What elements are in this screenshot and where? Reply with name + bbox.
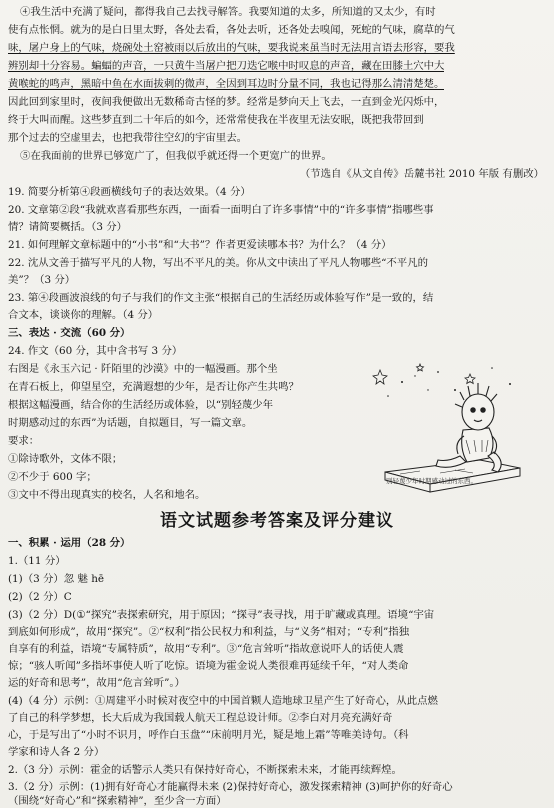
answer-key-title: 语文试题参考答案及评分建议 <box>160 511 394 531</box>
question-21: 21. 如何理解文章标题中的“小书”和“大书”？作者更爱读哪本书？为什么？（4 分） <box>8 239 392 251</box>
question-20-cont: 情？请简要概括。（3 分） <box>8 221 128 233</box>
answer-line: 2.（3 分）示例：霍金的话警示人类只有保持好奇心，不断探索未来，才能再续辉煌。 <box>8 764 402 776</box>
cartoon-boy-illustration <box>360 360 530 510</box>
question-19: 19. 简要分析第④段画横线句子的表达效果。（4 分） <box>8 186 251 198</box>
essay-line: 24. 作文（60 分，其中含书写 3 分） <box>8 345 183 357</box>
question-23: 23. 第④段画波浪线的句子与我们的作文主张“根据自己的生活经历或体验写作”是一致的，结 <box>8 292 434 304</box>
boy-figure <box>436 383 501 472</box>
answer-line: （围绕“好奇心”和“探索精神”，至少含一方面） <box>8 795 227 807</box>
answer-line: 到底如何形成”，故用“探究”。②“权利”指公民权力和利益，与“义务”相对；“专利”指独 <box>8 626 410 638</box>
passage-line: ④我生活中充满了疑问，都得我自己去找寻解答。我要知道的太多，所知道的又太少，有时 <box>20 6 436 18</box>
answer-line: 学家和诗人各 2 分） <box>8 746 105 758</box>
passage-line-underlined: 辨别却十分容易。蝙蝠的声音，一只黄牛当屠户把刀迭它喉中时叹息的声音，藏在田膝土穴中大 <box>8 60 445 72</box>
passage-line: 终于大叫而醒。这些梦直到二十年后的如今，还常常使我在半夜里无法安眠，既把我带回到 <box>8 114 424 126</box>
passage-line: ⑤在我面前的世界已够宽广了，但我似乎就还得一个更宽广的世界。 <box>20 150 332 162</box>
answer-line: (1)（3 分）忽 魅 hē <box>8 573 105 585</box>
essay-line: 时期感动过的东西”为话题，自拟题目，写一篇文章。 <box>8 417 253 429</box>
essay-line: 右图是《永玉六记 · 阡陌里的沙漠》中的一幅漫画。那个坐 <box>8 363 278 375</box>
question-23-cont: 合文本，谈谈你的理解。（4 分） <box>8 309 159 321</box>
passage-line: 因此回到家里时，夜间我便做出无数稀奇古怪的梦。经常是梦向天上飞去，一直到金光闪烁中， <box>8 96 445 108</box>
answer-line: 了自己的科学梦想，长大后成为我国载人航天工程总设计师。②李白对月亮充满好奇 <box>8 712 393 724</box>
answer-line: 运的好奇和思考”，故用“危言耸听”。） <box>8 677 185 689</box>
question-22: 22. 沈从文善于描写平凡的人物，写出不平凡的美。你从文中读出了平凡人物哪些“不平凡的 <box>8 257 428 269</box>
answer-line: (3)（2 分）D(①“探究”表探索研究，用于原因；“探寻”表寻找，用于旷藏或真理。语境“宇宙 <box>8 609 435 621</box>
question-22-cont: 美”？（3 分） <box>8 274 76 286</box>
passage-line-underlined: 黄喉蛇的鸣声，黑暗中鱼在水面拔刺的微声，全因到耳边时分量不同，我也记得那么清清楚楚。 <box>8 78 445 90</box>
answer-line: 心，于是写出了“小时不识月，呼作白玉盘”“床前明月光，疑是地上霜”等唯美诗句。（科 <box>8 729 409 741</box>
section-heading: 三、表达 · 交流（60 分） <box>8 327 131 339</box>
essay-line: 要求： <box>8 435 40 447</box>
passage-line: 那个过去的空虚里去，也把我带往空幻的宇宙里去。 <box>8 132 247 144</box>
passage-line: 使有点怅惘。就为的是白日里太野，各处去看，各处去听，还各处去嗅闻，死蛇的气味，腐草的气 <box>8 24 455 36</box>
essay-line: ②不少于 600 字； <box>8 471 97 483</box>
passage-source: （节选自《从文自传》岳麓书社 2010 年版 有删改） <box>299 168 544 180</box>
answer-line: 自享有的利益，语境“专属特质”，故用“专利”。③“危言耸听”指故意说吓人的话使人震 <box>8 643 404 655</box>
answer-section-heading: 一、积累 · 运用（28 分） <box>8 537 131 549</box>
answer-line: 惊；“骇人听闻”多指坏事使人听了吃惊。语境为霍金说人类很难再延续千年，“对人类命 <box>8 660 409 672</box>
cartoon-caption: 别轻蔑少年时期感动过的东西。 <box>386 477 477 485</box>
star-decoration <box>373 364 475 384</box>
essay-line: ①除诗歌外，文体不限； <box>8 453 123 465</box>
answer-line: 3.（2 分）示例：(1)拥有好奇心才能赢得未来 (2)保持好奇心，激发探索精神 (3)呵护你的好奇心 <box>8 781 453 793</box>
essay-line: ③文中不得出现真实的校名，人名和地名。 <box>8 489 206 501</box>
essay-line: 在青石板上，仰望星空，充满遐想的少年，是否让你产生共鸣？ <box>8 381 299 393</box>
answer-line: (2)（2 分）C <box>8 591 72 603</box>
answer-line: 1.（11 分） <box>8 555 66 567</box>
question-20: 20. 文章第②段“我就欢喜看那些东西，一面看一面明白了许多事情”中的“许多事情”指哪些事 <box>8 204 434 216</box>
answer-line: (4)（4 分）示例：①周建平小时候对夜空中的中国首颗人造地球卫星产生了好奇心，从此点燃 <box>8 695 438 707</box>
passage-line-underlined: 味，屠户身上的气味，烧碗处土窑被雨以后放出的气味，要我说来虽当时无法用言语去形容，要我 <box>8 42 455 54</box>
essay-line: 根据这幅漫画，结合你的生活经历或体验，以“别轻蔑少年 <box>8 399 274 411</box>
